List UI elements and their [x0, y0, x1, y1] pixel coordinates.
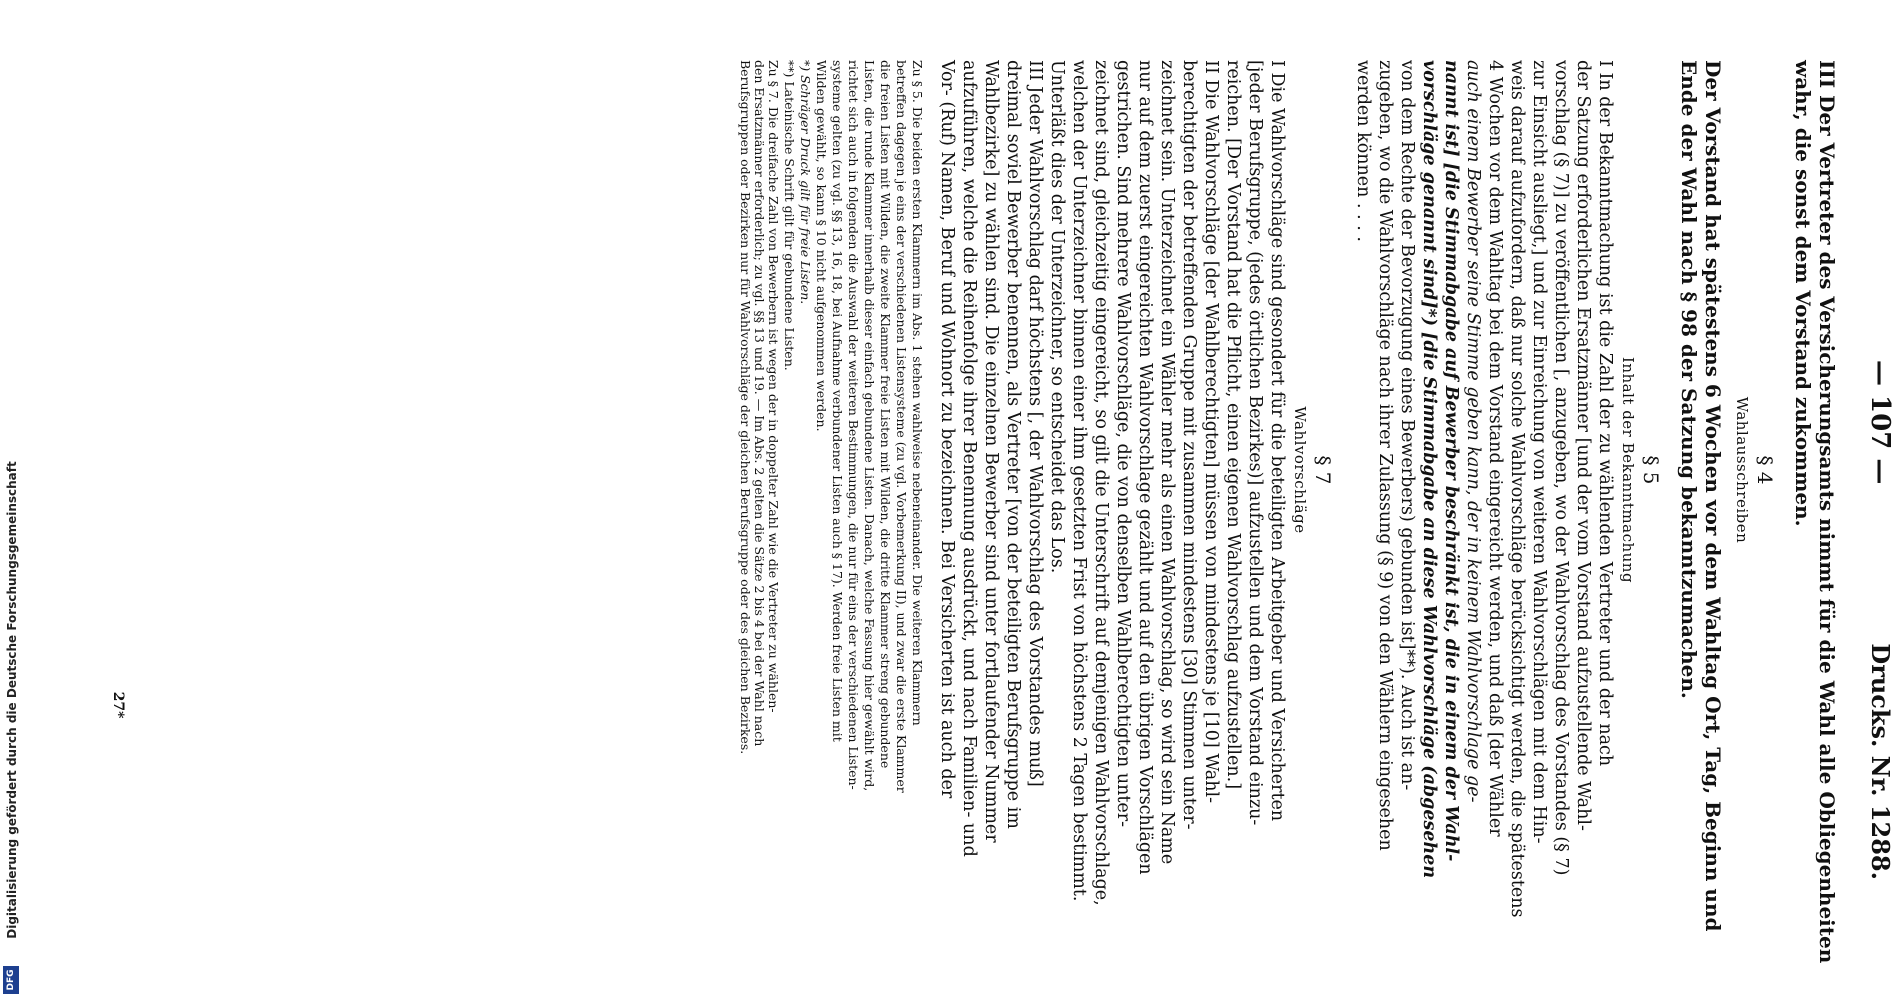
- section-7-line: III Jeder Wahlvorschlag darf höchstens [, der Wahlvorschlag des Vorstandes muß]: [1025, 60, 1045, 787]
- footnote-line: systeme gelten (zu vgl. §§ 13, 16, 18, bei Aufnahme verbundener Listen auch § 17). Werden freie Listen mit: [830, 60, 845, 742]
- section-7-line: [jeder Berufsgruppe, (jedes örtlichen Bezirkes)] aufzustellen und dem Vorstand einzu-: [1245, 60, 1265, 826]
- footnote-line: **) Lateinische Schrift gilt für gebundene Listen.: [782, 60, 797, 371]
- section-7-title: Wahlvorschläge: [1291, 406, 1309, 534]
- signature-mark: 27*: [110, 691, 126, 719]
- section-5-line: zur Einsicht ausliegt,] und zur Einreichung von weiteren Wahlvorschlägen mit dem Hin-: [1529, 60, 1549, 844]
- druck-reference: Drucks. Nr. 1288.: [1866, 643, 1895, 880]
- section-7-line: berechtigten der betreffenden Gruppe mit zusammen mindestens [30] Stimmen unter-: [1179, 60, 1199, 830]
- footnote-line: Zu § 5. Die beiden ersten Klammern im Abs. 1 stehen wahlweise nebeneinander. Die weiteren Klammern: [910, 60, 925, 726]
- intro-line-1: III Der Vertreter des Versicherungsamts nimmt für die Wahl alle Obliegenheiten: [1815, 60, 1839, 964]
- section-7-line: reichen. [Der Vorstand hat die Pflicht, einen eigenen Wahlvorschlag aufzustellen.]: [1223, 60, 1243, 790]
- section-5-line: zugeben, wo die Wahlvorschläge nach ihrer Zulassung (§ 9) von den Wählern eingesehen: [1375, 60, 1395, 851]
- rotated-document-page: [738, 60, 1895, 964]
- footnote-line: Wilden gewählt, so kann § 10 nicht aufgenommen werden.: [814, 60, 829, 432]
- footnote-line: Zu § 7. Die dreifache Zahl von Bewerbern ist wegen der in doppelter Zahl wie die Vertreter zu wählen-: [766, 60, 781, 713]
- section-5-line: werden können . . . .: [1353, 60, 1373, 242]
- section-7-line: zeichnet sein. Unterzeichnet ein Wähler mehr als einen Wahlvorschlag, so wird sein Name: [1157, 60, 1177, 865]
- footnote-line: die freien Listen mit Wilden, die zweite Klammer freie Listen mit Wilden, die dritte Klammer streng gebundene: [878, 60, 893, 769]
- section-4-line: Ende der Wahl nach § 98 der Satzung bekanntzumachen.: [1677, 60, 1701, 699]
- section-7-line: I Die Wahlvorschläge sind gesondert für die beteiligten Arbeitgeber und Versicherten: [1267, 60, 1287, 822]
- footnote-line: den Ersatzmänner erforderlich; zu vgl. §§ 13 und 19. — Im Abs. 2 gelten die Sätze 2 bis 4 bei der Wahl nach: [752, 60, 767, 747]
- section-5-line: 4 Wochen vor dem Wahltag bei dem Vorstand eingereicht werden, und daß [der Wähler: [1485, 60, 1505, 837]
- section-7-line: welchen der Unterzeichner binnen einer ihm gesetzten Frist von höchstens 2 Tagen bestimmt.: [1069, 60, 1089, 902]
- section-5-line: von dem Rechte der Bevorzugung eines Bewerbers) gebunden ist]**). Auch ist an-: [1397, 60, 1417, 791]
- footnote-line: Berufsgruppen oder Bezirken nur für Wahlvorschläge der gleichen Berufsgruppe oder des gleichen Bezirkes.: [738, 60, 753, 755]
- section-7-line: Unterläßt dies der Unterzeichner, so entscheidet das Los.: [1047, 60, 1067, 574]
- section-5-line: der Satzung erforderlichen Ersatzmänner [und der vom Vorstand aufzustellende Wahl-: [1573, 60, 1593, 831]
- section-4-line: Der Vorstand hat spätestens 6 Wochen vor dem Wahltag Ort, Tag, Beginn und: [1701, 60, 1725, 932]
- section-5-line: auch einem Bewerber seine Stimme geben kann, der in keinem Wahlvorschlage ge-: [1463, 60, 1483, 803]
- section-5-line: weis darauf aufzufordern, daß nur solche Wahlvorschläge berücksichtigt werden, die spätestens: [1507, 60, 1527, 918]
- digitization-note: Digitalisierung gefördert durch die Deutsche Forschungsgemeinschaft: [5, 461, 19, 939]
- section-7-line: dreimal soviel Bewerber benennen, als Vertreter [von der beteiligten Berufsgruppe im: [1003, 60, 1023, 829]
- section-5-line: I In der Bekanntmachung ist die Zahl der zu wählenden Vertreter und der nach: [1595, 60, 1615, 767]
- section-7-line: Wahlbezirke] zu wählen sind. Die einzelnen Bewerber sind unter fortlaufender Nummer: [981, 60, 1001, 843]
- section-7-line: Vor- (Ruf) Namen, Beruf und Wohnort zu bezeichnen. Bei Versicherten ist auch der: [937, 60, 957, 799]
- section-7-line: gestrichen. Sind mehrere Wahlvorschläge, die von denselben Wahlberechtigten unter-: [1113, 60, 1133, 828]
- section-7-line: II Die Wahlvorschläge [der Wahlberechtigten] müssen von mindestens je [10] Wahl-: [1201, 60, 1221, 803]
- digitization-footer: [0, 0, 24, 1000]
- dfg-logo: [3, 966, 19, 994]
- section-7-line: nur auf dem zuerst eingereichten Wahlvorschlage gezählt und auf den übrigen Vorschlägen: [1135, 60, 1155, 875]
- footnote-line: richtet sich auch in folgenden die Auswahl der weiteren Bestimmungen, die nur für eins der verschiedenen Listen-: [846, 60, 861, 790]
- section-5-line: nannt ist] [die Stimmabgabe auf Bewerber beschränkt ist, die in einem der Wahl-: [1441, 60, 1461, 862]
- section-7-line: zeichnet sind, gleichzeitig eingereicht, so gilt die Unterschrift auf demjenigen Wahlvorschlage,: [1091, 60, 1111, 906]
- footnote-line: Listen, die runde Klammer innerhalb dieser einfach gebundene Listen. Danach, welche Fassung hier gewählt wird,: [862, 60, 877, 792]
- footnote-line: *) Schräger Druck gilt für freie Listen.: [798, 60, 813, 305]
- section-4-title: Wahlausschreiben: [1733, 396, 1751, 544]
- section-5-title: Inhalt der Bekanntmachung: [1619, 356, 1637, 584]
- page-number: — 107 —: [1865, 360, 1895, 485]
- section-5-line: vorschläge genannt sind]*) [die Stimmabgabe an diese Wahlvorschläge (abgesehen: [1419, 60, 1439, 879]
- section-4-number: § 4: [1753, 455, 1777, 485]
- intro-line-2: wahr, die sonst dem Vorstand zukommen.: [1791, 60, 1815, 527]
- dfg-logo-text: DFG: [6, 969, 16, 991]
- section-7-number: § 7: [1311, 455, 1335, 485]
- section-7-line: aufzuführen, welche die Reihenfolge ihrer Benennung ausdrückt, und nach Familien- und: [959, 60, 979, 857]
- section-5-line: vorschlag (§ 7)] zu veröffentlichen [, anzugeben, wo der Wahlvorschlag des Vorstandes (§ 7): [1551, 60, 1571, 876]
- section-5-number: § 5: [1639, 455, 1663, 485]
- footnote-line: betreffen dagegen je eins der verschiedenen Listensysteme (zu vgl. Vorbemerkung II), und zwar die erste Klammer: [894, 60, 909, 793]
